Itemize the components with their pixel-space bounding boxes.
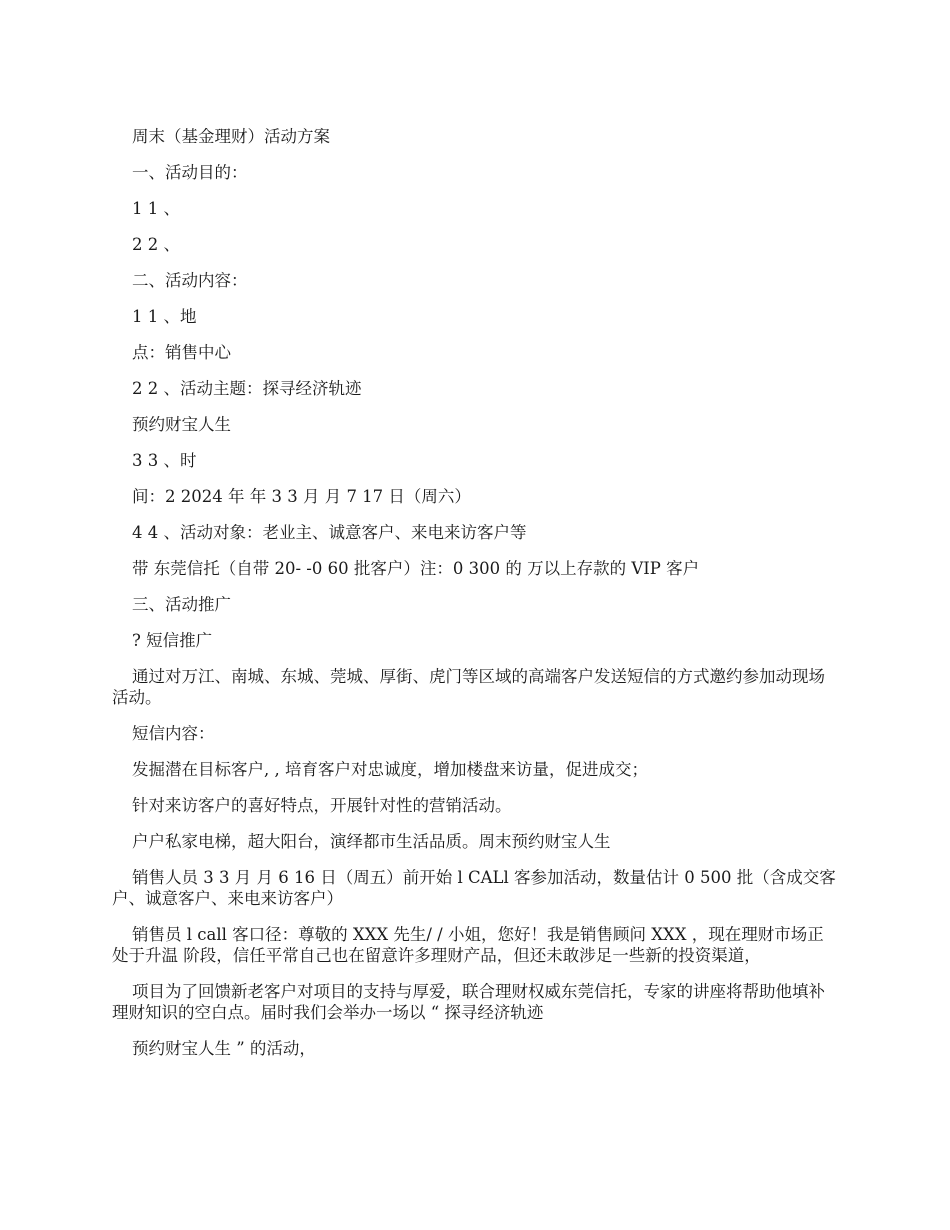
purpose-item-1: 1 1 、 [132,199,180,218]
doc-title: 周末（基金理财）活动方案 [132,127,330,146]
content-item-theme: 2 2 、活动主题：探寻经济轨迹 [132,379,362,398]
sales-call-script: 销售员 l call 客口径：尊敬的 XXX 先生/ / 小姐，您好！我是销售顾问 XXX ，现在理财市场正处于升温 阶段，信任平常自己也在留意许多理财产品，但还未敢涉足一些新的投资渠道， [112,925,824,965]
section-heading-purpose: 一、活动目的： [132,163,248,182]
section-heading-content: 二、活动内容： [132,271,248,290]
sms-content-line-1: 发掘潜在目标客户, , 培育客户对忠诚度，增加楼盘来访量，促进成交； [132,760,648,779]
sales-call-plan: 销售人员 3 3 月 月 6 16 日（周五）前开始 l CALl 客参加活动，数量估计 0 500 批（含成交客户、诚意客户、来电来访客户） [112,868,836,908]
content-item-theme-continued: 预约财宝人生 [132,415,231,434]
promotion-sms-heading: ? 短信推广 [132,631,213,650]
content-item-audience-note: 带 东莞信托（自带 20- -0 60 批客户）注：0 300 的 万以上存款的 VIP 客户 [132,559,700,578]
sms-content-label: 短信内容： [132,724,215,743]
document-body [112,126,840,1074]
event-name-paragraph: 预约财宝人生 ” 的活动， [132,1039,316,1058]
content-item-location-value: 点：销售中心 [132,343,231,362]
sms-content-line-3: 户户私家电梯，超大阳台，演绎都市生活品质。周末预约财宝人生 [132,832,611,851]
content-item-location-label: 1 1 、地 [132,307,197,326]
purpose-item-2: 2 2 、 [132,235,180,254]
promotion-sms-description: 通过对万江、南城、东城、莞城、厚街、虎门等区域的高端客户发送短信的方式邀约参加动现场活动。 [112,667,825,707]
content-item-audience: 4 4 、活动对象：老业主、诚意客户、来电来访客户等 [132,523,527,542]
content-item-time-value: 间：2 2024 年 年 3 3 月 月 7 17 日（周六） [132,487,471,506]
sms-content-line-2: 针对来访客户的喜好特点，开展针对性的营销活动。 [132,796,512,815]
section-heading-promotion: 三、活动推广 [132,595,231,614]
project-feedback-paragraph: 项目为了回馈新老客户对项目的支持与厚爱，联合理财权威东莞信托，专家的讲座将帮助他填补理财知识的空白点。届时我们会举办一场以 “ 探寻经济轨迹 [112,982,825,1022]
content-item-time-label: 3 3 、时 [132,451,197,470]
